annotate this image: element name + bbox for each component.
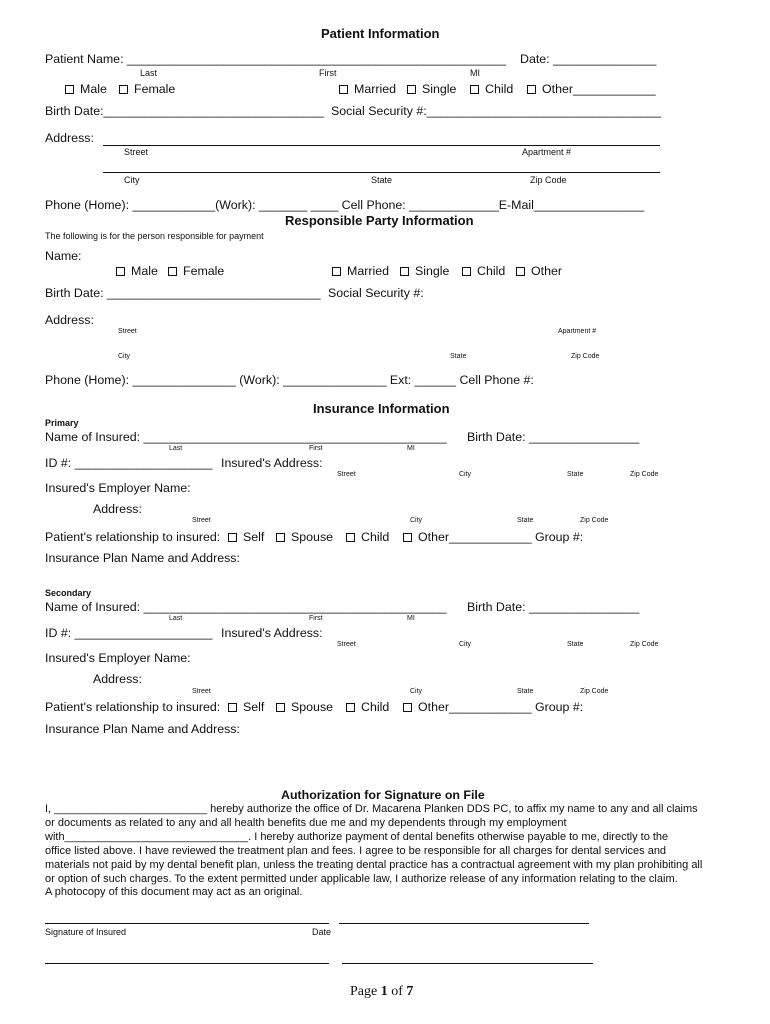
authorization-text-line-5: materials not paid by my dental benefit plan, unless the treating dental practice has a contractual agreement with my plan prohibiting all	[45, 859, 703, 871]
authorization-text-line-3: with______________________________. I hereby authorize payment of dental benefits otherwise payable to me, directly to the	[45, 831, 669, 843]
checkbox-icon	[516, 267, 525, 276]
signature-label: Signature of Insured	[45, 927, 127, 937]
sub-label-zip: Zip Code	[630, 641, 659, 648]
secondary-insured-name-field[interactable]: Name of Insured: ____________________________________________	[45, 600, 447, 614]
patient-name-field[interactable]: Patient Name: _______________________________________________________	[45, 52, 506, 66]
primary-other-checkbox[interactable]: Other____________	[403, 531, 532, 543]
responsible-birth-date-field[interactable]: Birth Date: _______________________________	[45, 286, 321, 300]
responsible-section-title: Responsible Party Information	[285, 213, 474, 228]
sub-label-city: City	[459, 471, 472, 478]
patient-married-checkbox[interactable]: Married	[339, 83, 396, 95]
authorization-text-line-2: or documents as related to any and all health benefits due me and my dependents through my employment	[45, 817, 567, 829]
checkbox-icon	[116, 267, 125, 276]
sub-label-street: Street	[337, 471, 356, 478]
checkbox-icon	[65, 85, 74, 94]
authorization-text-line-6: or option of such charges. To the extent permitted under applicable law, I authorize release of any information relating to the claim.	[45, 873, 678, 885]
sub-label-apartment: Apartment #	[558, 328, 597, 335]
patient-address-label: Address:	[45, 131, 94, 145]
responsible-female-checkbox[interactable]: Female	[168, 265, 224, 277]
primary-insured-name-field[interactable]: Name of Insured: ____________________________________________	[45, 430, 447, 444]
checkbox-icon	[276, 703, 285, 712]
secondary-insured-address-label: Insured's Address:	[221, 626, 323, 640]
primary-relationship-label: Patient's relationship to insured:	[45, 530, 221, 544]
checkbox-icon	[339, 85, 348, 94]
checkbox-icon	[168, 267, 177, 276]
checkbox-icon	[346, 533, 355, 542]
responsible-other-checkbox[interactable]: Other	[516, 265, 562, 277]
sub-label-zip: Zip Code	[580, 688, 609, 695]
secondary-relationship-label: Patient's relationship to insured:	[45, 700, 221, 714]
sub-label-apartment: Apartment #	[522, 147, 572, 157]
secondary-heading: Secondary	[45, 588, 92, 598]
checkbox-icon	[119, 85, 128, 94]
patient-ssn-field[interactable]: Social Security #:__________________________________	[331, 104, 662, 118]
responsible-married-checkbox[interactable]: Married	[332, 265, 389, 277]
patient-section-title: Patient Information	[321, 26, 440, 41]
secondary-group-field[interactable]: Group #:	[535, 700, 584, 714]
sub-label-mi: MI	[470, 68, 480, 78]
authorization-title: Authorization for Signature on File	[281, 788, 485, 802]
sub-label-state: State	[517, 517, 534, 524]
sub-label-first: First	[319, 68, 337, 78]
secondary-plan-field[interactable]: Insurance Plan Name and Address:	[45, 722, 240, 736]
sub-label-street: Street	[124, 147, 149, 157]
sub-label-zip: Zip Code	[630, 471, 659, 478]
primary-child-checkbox[interactable]: Child	[346, 531, 389, 543]
responsible-note: The following is for the person responsible for payment	[45, 231, 264, 241]
sub-label-mi: MI	[407, 615, 415, 622]
page-total: 7	[406, 984, 414, 999]
secondary-employer-address-label: Address:	[93, 672, 142, 686]
authorization-text-line-1: I, _________________________ hereby authorize the office of Dr. Macarena Planken DDS PC, to affix my name to any and all claims	[45, 803, 698, 815]
sub-label-street: Street	[192, 517, 211, 524]
sub-label-street: Street	[337, 641, 356, 648]
checkbox-icon	[346, 703, 355, 712]
checkbox-icon	[527, 85, 536, 94]
secondary-child-checkbox[interactable]: Child	[346, 701, 389, 713]
sub-label-zip: Zip Code	[580, 517, 609, 524]
sub-label-last: Last	[169, 615, 183, 622]
patient-single-checkbox[interactable]: Single	[407, 83, 456, 95]
signature-date-line[interactable]	[339, 923, 589, 924]
checkbox-icon	[276, 533, 285, 542]
page-number: 1	[380, 984, 388, 999]
responsible-phone-line[interactable]: Phone (Home): _______________ (Work): _______________ Ext: ______ Cell Phone #:	[45, 373, 534, 387]
sub-label-first: First	[309, 615, 323, 622]
responsible-ssn-field[interactable]: Social Security #:	[328, 286, 424, 300]
checkbox-icon	[332, 267, 341, 276]
signature-line[interactable]	[45, 923, 329, 924]
second-signature-line[interactable]	[45, 963, 329, 964]
primary-insured-address-label: Insured's Address:	[221, 456, 323, 470]
sub-label-first: First	[309, 445, 323, 452]
checkbox-icon	[403, 533, 412, 542]
primary-birth-date-field[interactable]: Birth Date: ________________	[467, 430, 640, 444]
patient-other-checkbox[interactable]: Other____________	[527, 83, 656, 95]
checkbox-icon	[400, 267, 409, 276]
primary-employer-address-label: Address:	[93, 502, 142, 516]
sub-label-zip: Zip Code	[571, 353, 600, 360]
checkbox-icon	[403, 703, 412, 712]
patient-male-checkbox[interactable]: Male	[65, 83, 107, 95]
responsible-child-checkbox[interactable]: Child	[462, 265, 505, 277]
patient-female-checkbox[interactable]: Female	[119, 83, 175, 95]
sub-label-mi: MI	[407, 445, 415, 452]
patient-address-city-line[interactable]	[103, 172, 660, 173]
authorization-text-line-7: A photocopy of this document may act as an original.	[45, 886, 303, 898]
patient-date-field[interactable]: Date: _______________	[520, 52, 657, 66]
responsible-male-checkbox[interactable]: Male	[116, 265, 158, 277]
sub-label-state: State	[567, 641, 584, 648]
sub-label-state: State	[371, 175, 393, 185]
responsible-single-checkbox[interactable]: Single	[400, 265, 449, 277]
primary-self-checkbox[interactable]: Self	[228, 531, 264, 543]
responsible-name-field[interactable]: Name:	[45, 249, 82, 263]
insurance-section-title: Insurance Information	[313, 401, 450, 416]
sub-label-zip: Zip Code	[530, 175, 567, 185]
secondary-employer-field[interactable]: Insured's Employer Name:	[45, 651, 191, 665]
checkbox-icon	[228, 533, 237, 542]
sub-label-city: City	[410, 517, 423, 524]
patient-address-street-line[interactable]	[103, 145, 660, 146]
sub-label-city: City	[410, 688, 423, 695]
secondary-birth-date-field[interactable]: Birth Date: ________________	[467, 600, 640, 614]
sub-label-city: City	[118, 353, 131, 360]
authorization-text-line-4: office listed above. I have reviewed the treatment plan and fees. I agree to be responsible for all charges for dental services and	[45, 845, 667, 857]
sub-label-street: Street	[192, 688, 211, 695]
sub-label-state: State	[450, 353, 467, 360]
primary-spouse-checkbox[interactable]: Spouse	[276, 531, 333, 543]
primary-id-field[interactable]: ID #: ____________________	[45, 456, 213, 470]
responsible-address-label: Address:	[45, 313, 94, 327]
patient-phone-line[interactable]: Phone (Home): ____________(Work): _______ ____ Cell Phone: _____________E-Mail________________	[45, 198, 645, 212]
sub-label-city: City	[124, 175, 140, 185]
patient-child-checkbox[interactable]: Child	[470, 83, 513, 95]
primary-heading: Primary	[45, 418, 79, 428]
secondary-id-field[interactable]: ID #: ____________________	[45, 626, 213, 640]
secondary-self-checkbox[interactable]: Self	[228, 701, 264, 713]
primary-group-field[interactable]: Group #:	[535, 530, 584, 544]
second-date-line[interactable]	[342, 963, 593, 964]
sub-label-state: State	[567, 471, 584, 478]
secondary-spouse-checkbox[interactable]: Spouse	[276, 701, 333, 713]
signature-date-label: Date	[312, 927, 332, 937]
sub-label-street: Street	[118, 328, 137, 335]
checkbox-icon	[228, 703, 237, 712]
secondary-other-checkbox[interactable]: Other____________	[403, 701, 532, 713]
primary-employer-field[interactable]: Insured's Employer Name:	[45, 481, 191, 495]
checkbox-icon	[462, 267, 471, 276]
sub-label-last: Last	[140, 68, 158, 78]
page-indicator: Page 1 of 7	[350, 984, 414, 999]
sub-label-state: State	[517, 688, 534, 695]
checkbox-icon	[407, 85, 416, 94]
checkbox-icon	[470, 85, 479, 94]
sub-label-last: Last	[169, 445, 183, 452]
sub-label-city: City	[459, 641, 472, 648]
primary-plan-field[interactable]: Insurance Plan Name and Address:	[45, 551, 240, 565]
patient-birth-date-field[interactable]: Birth Date:________________________________	[45, 104, 325, 118]
